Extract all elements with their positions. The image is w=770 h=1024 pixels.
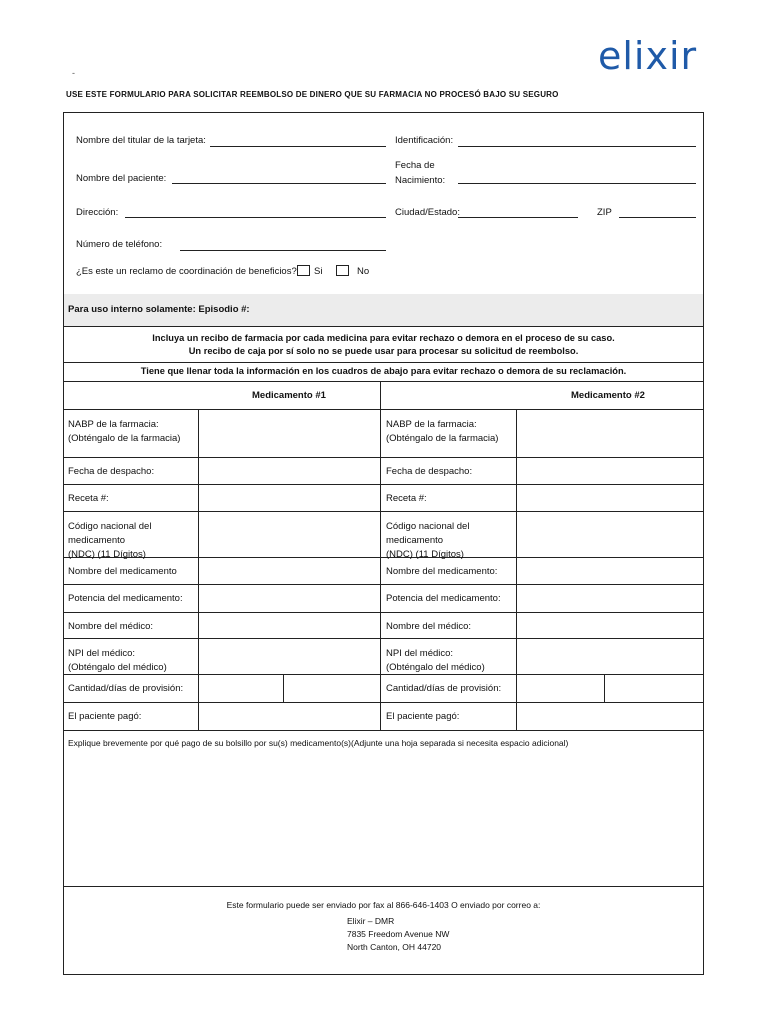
med2-row-input[interactable] bbox=[518, 703, 702, 729]
med2-row-label: Nombre del medicamento: bbox=[386, 566, 498, 577]
med1-row-label: El paciente pagó: bbox=[68, 711, 142, 722]
dash-mark: - bbox=[72, 68, 75, 78]
med2-row-label: Receta #: bbox=[386, 493, 427, 504]
med2-row-input[interactable] bbox=[518, 485, 702, 510]
cardholder-input[interactable] bbox=[210, 146, 386, 147]
form-title: USE ESTE FORMULARIO PARA SOLICITAR REEMBOLSO DE DINERO QUE SU FARMACIA NO PROCESÓ BAJO SU SEGURO bbox=[66, 90, 559, 99]
med1-row-label: NABP de la farmacia: (Obténgalo de la farmacia) bbox=[68, 419, 181, 444]
med1-row-input[interactable] bbox=[200, 485, 378, 510]
med2-row-input[interactable] bbox=[518, 585, 702, 611]
med1-row-input[interactable] bbox=[200, 410, 378, 456]
med2-row-input[interactable] bbox=[518, 613, 702, 637]
med1-row-input[interactable] bbox=[200, 639, 378, 673]
med2-row-label: El paciente pagó: bbox=[386, 711, 460, 722]
no-label: No bbox=[357, 266, 370, 277]
med2-row-label: NABP de la farmacia: (Obténgalo de la farmacia) bbox=[386, 419, 499, 444]
med2-row-input[interactable] bbox=[518, 458, 702, 483]
med1-row-label: Receta #: bbox=[68, 493, 109, 504]
id-input[interactable] bbox=[458, 146, 696, 147]
footer-address-line1: Elixir – DMR bbox=[347, 916, 395, 926]
city-input[interactable] bbox=[458, 217, 578, 218]
explain-note: (Adjunte una hoja separada si necesita espacio adicional) bbox=[351, 738, 569, 748]
footer-instructions: Este formulario puede ser enviado por fax al 866-646-1403 O enviado por correo a: bbox=[226, 900, 541, 910]
med1-row-label: NPI del médico: (Obténgalo del médico) bbox=[68, 648, 167, 673]
notice-receipt: Incluya un recibo de farmacia por cada medicina para evitar rechazo o demora en el proceso de su caso. bbox=[152, 333, 615, 343]
patient-label: Nombre del paciente: bbox=[76, 173, 167, 184]
footer-address-line3: North Canton, OH 44720 bbox=[347, 942, 442, 952]
med1-row-label: Nombre del médico: bbox=[68, 621, 154, 632]
med1-row-input[interactable] bbox=[200, 512, 378, 556]
med2-row-input[interactable] bbox=[518, 639, 702, 673]
med1-row-label: Potencia del medicamento: bbox=[68, 593, 183, 604]
dob-label: Fecha de Nacimiento: bbox=[395, 160, 446, 186]
cardholder-label: Nombre del titular de la tarjeta: bbox=[76, 135, 206, 146]
no-checkbox[interactable] bbox=[336, 265, 349, 276]
phone-input[interactable] bbox=[180, 250, 386, 251]
med2-row-label: Nombre del médico: bbox=[386, 621, 472, 632]
med2-row-input[interactable] bbox=[518, 558, 702, 583]
med2-row-label: NPI del médico: (Obténgalo del médico) bbox=[386, 648, 485, 673]
internal-use-label: Para uso interno solamente: Episodio #: bbox=[68, 304, 250, 315]
city-label: Ciudad/Estado: bbox=[395, 207, 460, 218]
explain-label: Explique brevemente por qué pago de su bolsillo por su(s) medicamento(s). bbox=[68, 738, 354, 748]
med2-row-input[interactable] bbox=[518, 675, 702, 701]
med2-row-input[interactable] bbox=[518, 410, 702, 456]
coordination-question: ¿Es este un reclamo de coordinación de beneficios? bbox=[76, 266, 297, 277]
med2-row-input[interactable] bbox=[518, 512, 702, 556]
footer-address-line2: 7835 Freedom Avenue NW bbox=[347, 929, 450, 939]
yes-label: Si bbox=[314, 266, 323, 277]
med2-row-label: Cantidad/días de provisión: bbox=[386, 683, 502, 694]
zip-label: ZIP bbox=[597, 207, 612, 218]
notice-cash-receipt: Un recibo de caja por sí solo no se puede usar para procesar su solicitud de reembolso. bbox=[188, 346, 579, 356]
medication-2-header: Medicamento #2 bbox=[571, 390, 645, 401]
med1-row-label: Nombre del medicamento bbox=[68, 566, 177, 577]
med1-row-input[interactable] bbox=[200, 613, 378, 637]
explain-textarea[interactable] bbox=[66, 752, 700, 882]
med2-row-label: Código nacional del medicamento (NDC) (11 Dígitos) bbox=[386, 521, 470, 560]
med2-row-label: Fecha de despacho: bbox=[386, 466, 473, 477]
id-label: Identificación: bbox=[395, 135, 454, 146]
med1-row-label: Fecha de despacho: bbox=[68, 466, 155, 477]
medication-1-header: Medicamento #1 bbox=[252, 390, 326, 401]
yes-checkbox[interactable] bbox=[297, 265, 310, 276]
address-label: Dirección: bbox=[76, 207, 119, 218]
med1-row-label: Código nacional del medicamento (NDC) (11 Dígitos) bbox=[68, 521, 152, 560]
med1-row-input[interactable] bbox=[200, 585, 378, 611]
med1-row-label: Cantidad/días de provisión: bbox=[68, 683, 184, 694]
dob-input[interactable] bbox=[458, 183, 696, 184]
address-input[interactable] bbox=[125, 217, 386, 218]
zip-input[interactable] bbox=[619, 217, 696, 218]
med1-row-input[interactable] bbox=[200, 558, 378, 583]
elixir-logo: elixir bbox=[598, 34, 698, 78]
patient-input[interactable] bbox=[172, 183, 386, 184]
med1-row-input[interactable] bbox=[200, 458, 378, 483]
med2-row-label: Potencia del medicamento: bbox=[386, 593, 501, 604]
phone-label: Número de teléfono: bbox=[76, 239, 163, 250]
notice-fill-all: Tiene que llenar toda la información en los cuadros de abajo para evitar rechazo o demora de su reclamación. bbox=[140, 366, 627, 376]
med1-row-input[interactable] bbox=[200, 675, 378, 701]
med1-row-input[interactable] bbox=[200, 703, 378, 729]
